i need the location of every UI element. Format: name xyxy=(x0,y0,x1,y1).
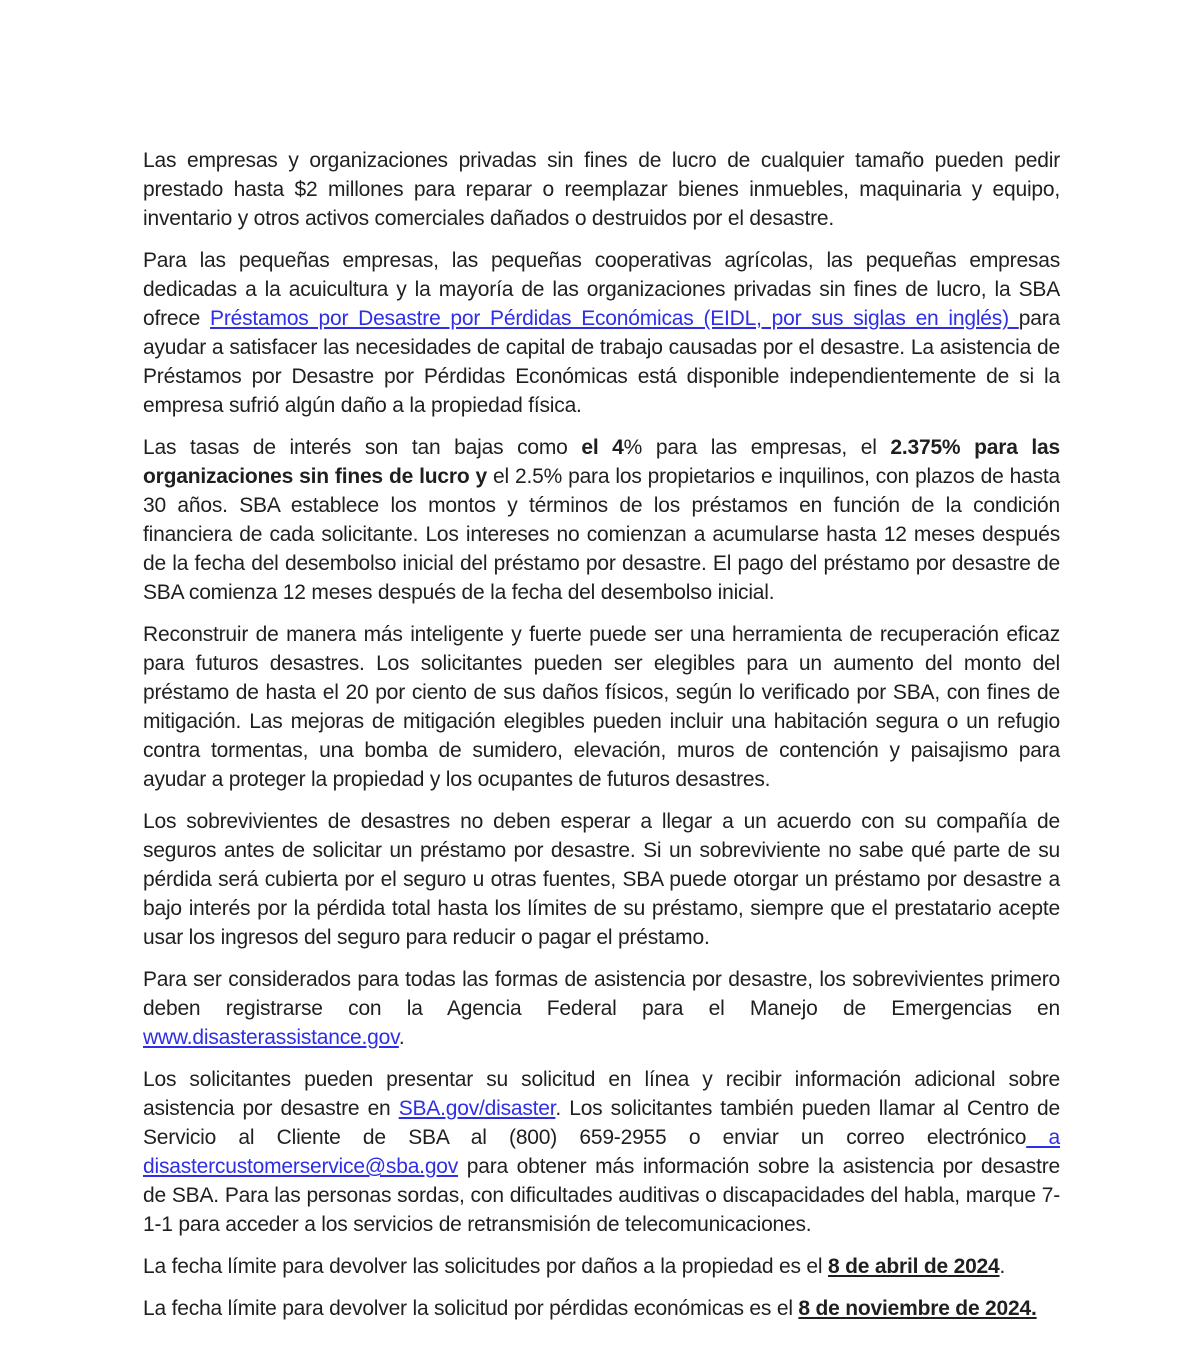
text-run: La fecha límite para devolver las solicitudes por daños a la propiedad es el xyxy=(143,1255,829,1278)
economic-injury-deadline-date: 8 de noviembre de 2024. xyxy=(798,1297,1037,1320)
text-run: % para las empresas, el xyxy=(623,436,891,459)
text-run: para obtener más información sobre la asistencia por desastre de SBA. Para las personas sordas, con dificultades auditivas o discapacidades del habla, marque 7-1-1 para acceder a los servicios de retransmisión de telecomunicaciones. xyxy=(143,1155,1060,1236)
eidl-link[interactable]: Préstamos por Desastre por Pérdidas Económicas (EIDL, por sus siglas en inglés) xyxy=(210,307,1019,330)
paragraph-fema-registration xyxy=(143,965,1060,1052)
text-run: Las tasas de interés son tan bajas como xyxy=(143,436,582,459)
paragraph-eidl-overview xyxy=(143,246,1060,420)
text-run: Los sobrevivientes de desastres no deben esperar a llegar a un acuerdo con su compañía de seguros antes de solicitar un préstamo por desastre. Si un sobreviviente no sabe qué parte de su pérdida será cubierta por el seguro u otras fuentes, SBA puede otorgar un préstamo por desastre a bajo interés por la pérdida total hasta los límites de su préstamo, siempre que el prestatario acepte usar los ingresos del seguro para reducir o pagar el préstamo. xyxy=(143,810,1060,949)
text-run: para ayudar a satisfacer las necesidades de capital de trabajo causadas por el desastre. La asistencia de Préstamos por Desastre por Pérdidas Económicas está disponible independientemente de si la empresa sufrió algún daño a la propiedad física. xyxy=(143,307,1060,417)
paragraph-economic-injury-deadline xyxy=(143,1294,1060,1323)
text-run: Para las pequeñas empresas, las pequeñas cooperativas agrícolas, las pequeñas empresas dedicadas a la acuicultura y la mayoría de las organizaciones privadas sin fines de lucro, la SBA ofrece xyxy=(143,249,1060,330)
text-run: Los solicitantes pueden presentar su solicitud en línea y recibir información adicional sobre asistencia por desastre en xyxy=(143,1068,1060,1120)
text-run: La fecha límite para devolver la solicitud por pérdidas económicas es el xyxy=(143,1297,799,1320)
paragraph-insurance-settlement xyxy=(143,807,1060,952)
bold-text: 2.375% para las organizaciones sin fines de lucro y xyxy=(143,436,1060,488)
sba-gov-disaster-link[interactable]: SBA.gov/disaster xyxy=(398,1097,556,1120)
paragraph-intro-borrowing-limit xyxy=(143,146,1060,233)
text-run: . xyxy=(398,1026,405,1049)
paragraph-mitigation-increase xyxy=(143,620,1060,794)
paragraph-application-contact xyxy=(143,1065,1060,1239)
text-run: Las empresas y organizaciones privadas sin fines de lucro de cualquier tamaño pueden pedir prestado hasta $2 millones para reparar o reemplazar bienes inmuebles, maquinaria y equipo, inventario y otros activos comerciales dañados o destruidos por el desastre. xyxy=(143,149,1060,230)
paragraph-interest-rates xyxy=(143,433,1060,607)
text-run: Reconstruir de manera más inteligente y fuerte puede ser una herramienta de recuperación eficaz para futuros desastres. Los solicitantes pueden ser elegibles para un aumento del monto del préstamo de hasta el 20 por ciento de sus daños físicos, según lo verificado por SBA, con fines de mitigación. Las mejoras de mitigación elegibles pueden incluir una habitación segura o un refugio contra tormentas, una bomba de sumidero, elevación, muros de contención y paisajismo para ayudar a proteger la propiedad y los ocupantes de futuros desastres. xyxy=(143,623,1060,791)
document-body xyxy=(143,146,1060,1323)
property-damage-deadline-date: 8 de abril de 2024 xyxy=(828,1255,1000,1278)
text-run: . xyxy=(999,1255,1006,1278)
paragraph-property-damage-deadline xyxy=(143,1252,1060,1281)
disasterassistance-link[interactable]: www.disasterassistance.gov xyxy=(143,1026,399,1049)
text-run: el 2.5% para los propietarios e inquilinos, con plazos de hasta 30 años. SBA establece los montos y términos de los préstamos en función de la condición financiera de cada solicitante. Los intereses no comienzan a acumularse hasta 12 meses después de la fecha del desembolso inicial del préstamo por desastre. El pago del préstamo por desastre de SBA comienza 12 meses después de la fecha del desembolso inicial. xyxy=(143,465,1060,604)
bold-text: el 4 xyxy=(581,436,624,459)
text-run: . Los solicitantes también pueden llamar al Centro de Servicio al Cliente de SBA al (800) 659-2955 o enviar un correo electrónico xyxy=(143,1097,1060,1149)
disaster-customer-service-email-link[interactable]: a disastercustomerservice@sba.gov xyxy=(143,1126,1060,1178)
text-run: Para ser considerados para todas las formas de asistencia por desastre, los sobrevivientes primero deben registrarse con la Agencia Federal para el Manejo de Emergencias en xyxy=(143,968,1060,1020)
